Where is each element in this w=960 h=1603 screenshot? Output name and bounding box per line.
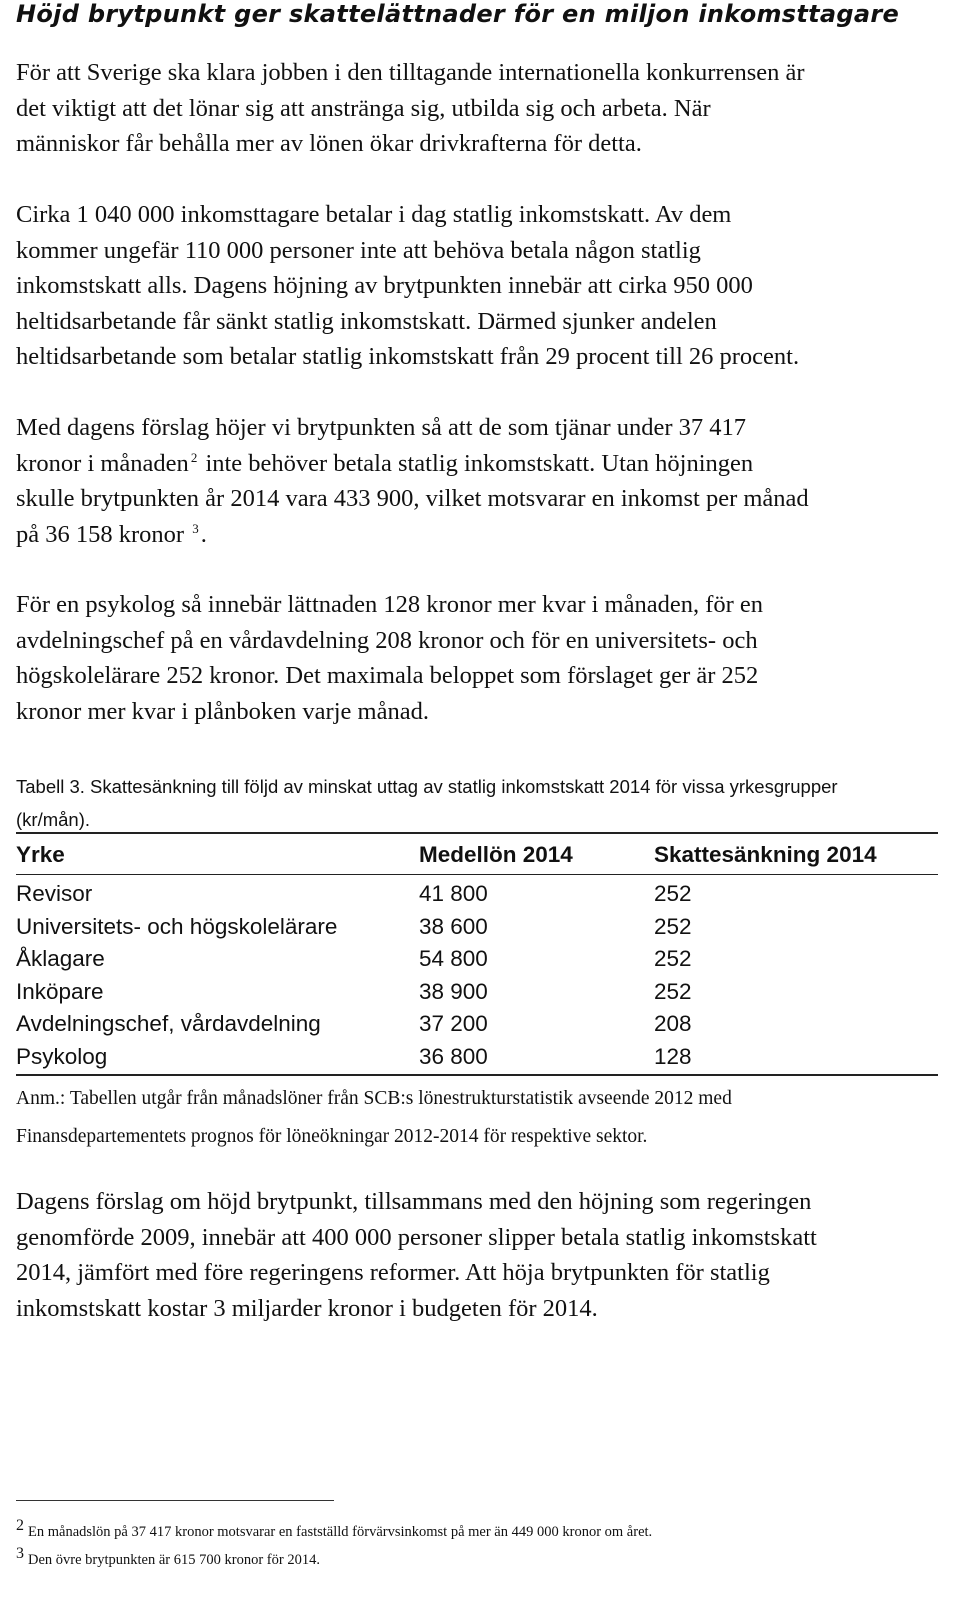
note-line: Finansdepartementets prognos för löneökningar 2012-2014 för respektive sektor. [16,1125,648,1147]
caption-line: Tabell 3. Skattesänkning till följd av minskat uttag av statlig inkomstskatt 2014 för vissa yrkesgrupper [16,776,838,797]
cell-salary: 41 800 [419,881,488,907]
table-row [16,911,938,944]
page-title: Höjd brytpunkt ger skattelättnader för en miljon inkomsttagare [16,0,900,28]
table-caption [16,770,946,836]
text-line: inkomstskatt kostar 3 miljarder kronor i budgeten för 2014. [16,1294,598,1322]
text-line: 2014, jämfört med före regeringens reformer. Att höja brytpunkten för statlig [16,1259,770,1286]
cell-tax-cut: 208 [654,1011,692,1037]
text-line: Med dagens förslag höjer vi brytpunkten så att de som tjänar under 37 417 [16,414,747,441]
cell-tax-cut: 128 [654,1043,692,1069]
cell-occupation: Avdelningschef, vårdavdelning [16,1011,321,1037]
cell-salary: 36 800 [419,1043,488,1069]
text-line: För en psykolog så innebär lättnaden 128 kronor mer kvar i månaden, för en [16,591,764,618]
cell-salary: 37 200 [419,1011,488,1037]
footnote-text: Den övre brytpunkten är 615 700 kronor för 2014. [28,1552,320,1568]
footnote-mark: 2 [16,1517,24,1534]
footnotes [16,1518,652,1574]
cell-tax-cut: 252 [654,913,692,939]
cell-salary: 54 800 [419,946,488,972]
table-top-rule [16,832,938,834]
text-line: inkomstskatt alls. Dagens höjning av brytpunkten innebär att cirka 950 000 [16,272,753,299]
footnote-text: En månadslön på 37 417 kronor motsvarar en fastställd förvärvsinkomst på mer än 449 000 kronor om året. [28,1524,653,1540]
column-header-medellon: Medellön 2014 [419,842,573,867]
table-row [16,1008,938,1041]
cell-occupation: Revisor [16,881,93,907]
text-line [16,446,946,482]
text-segment: på 36 158 kronor [16,520,191,548]
text-line: skulle brytpunkten år 2014 vara 433 900, vilket motsvarar en inkomst per månad [16,485,809,512]
text-line: kronor mer kvar i plånboken varje månad. [16,697,429,725]
text-line: heltidsarbetande som betalar statlig inkomstskatt från 29 procent till 26 procent. [16,343,800,370]
text-line: Cirka 1 040 000 inkomsttagare betalar i dag statlig inkomstskatt. Av dem [16,201,732,228]
footnote-ref-2[interactable]: 2 [190,449,198,465]
text-line: Dagens förslag om höjd brytpunkt, tillsammans med den höjning som regeringen [16,1188,812,1215]
footnote-ref-3[interactable]: 3 [192,520,199,536]
text-line: avdelningschef på en vårdavdelning 208 kronor och för en universitets- och [16,626,758,654]
table-bottom-rule [16,1074,938,1076]
cell-tax-cut: 252 [654,946,692,972]
text-line: det viktigt att det lönar sig att anstränga sig, utbilda sig och arbeta. När [16,94,711,122]
footnote-mark: 3 [16,1545,24,1562]
cell-tax-cut: 252 [654,978,692,1004]
text-line: människor får behålla mer av lönen ökar drivkrafterna för detta. [16,130,642,157]
table-note [16,1080,946,1155]
paragraph-1 [16,55,946,162]
column-header-skattesankning: Skattesänkning 2014 [654,842,877,867]
text-segment: . [200,520,207,548]
table-header-row [16,836,938,874]
cell-salary: 38 600 [419,913,488,939]
cell-occupation: Psykolog [16,1043,108,1069]
paragraph-4 [16,587,946,729]
paragraph-5 [16,1184,946,1326]
cell-tax-cut: 252 [654,881,692,907]
cell-occupation: Åklagare [16,946,105,972]
table-row [16,943,938,976]
text-line [16,517,946,553]
table-row [16,878,938,911]
note-line: Anm.: Tabellen utgår från månadslöner från SCB:s lönestrukturstatistik avseende 2012 med [16,1088,732,1109]
footnote-3 [16,1546,652,1574]
table-row [16,1041,938,1074]
salary-tax-table [16,836,938,1073]
text-segment: kronor i månaden [16,449,189,477]
column-header-yrke: Yrke [16,842,65,867]
cell-salary: 38 900 [419,978,488,1004]
paragraph-2 [16,197,946,375]
text-line: heltidsarbetande får sänkt statlig inkomstskatt. Därmed sjunker andelen [16,307,717,335]
paragraph-3 [16,410,946,552]
text-line: För att Sverige ska klara jobben i den tilltagande internationella konkurrensen är [16,59,805,86]
caption-line: (kr/mån). [16,809,90,830]
text-line: kommer ungefär 110 000 personer inte att behöva betala någon statlig [16,236,701,264]
cell-occupation: Inköpare [16,978,104,1004]
text-line: högskolelärare 252 kronor. Det maximala beloppet som förslaget ger är 252 [16,662,759,689]
table-row [16,976,938,1009]
footnote-separator [16,1500,334,1501]
text-line: genomförde 2009, innebär att 400 000 personer slipper betala statlig inkomstskatt [16,1223,817,1251]
footnote-2 [16,1518,652,1546]
text-segment: inte behöver betala statlig inkomstskatt. Utan höjningen [199,449,754,477]
cell-occupation: Universitets- och högskolelärare [16,913,338,939]
